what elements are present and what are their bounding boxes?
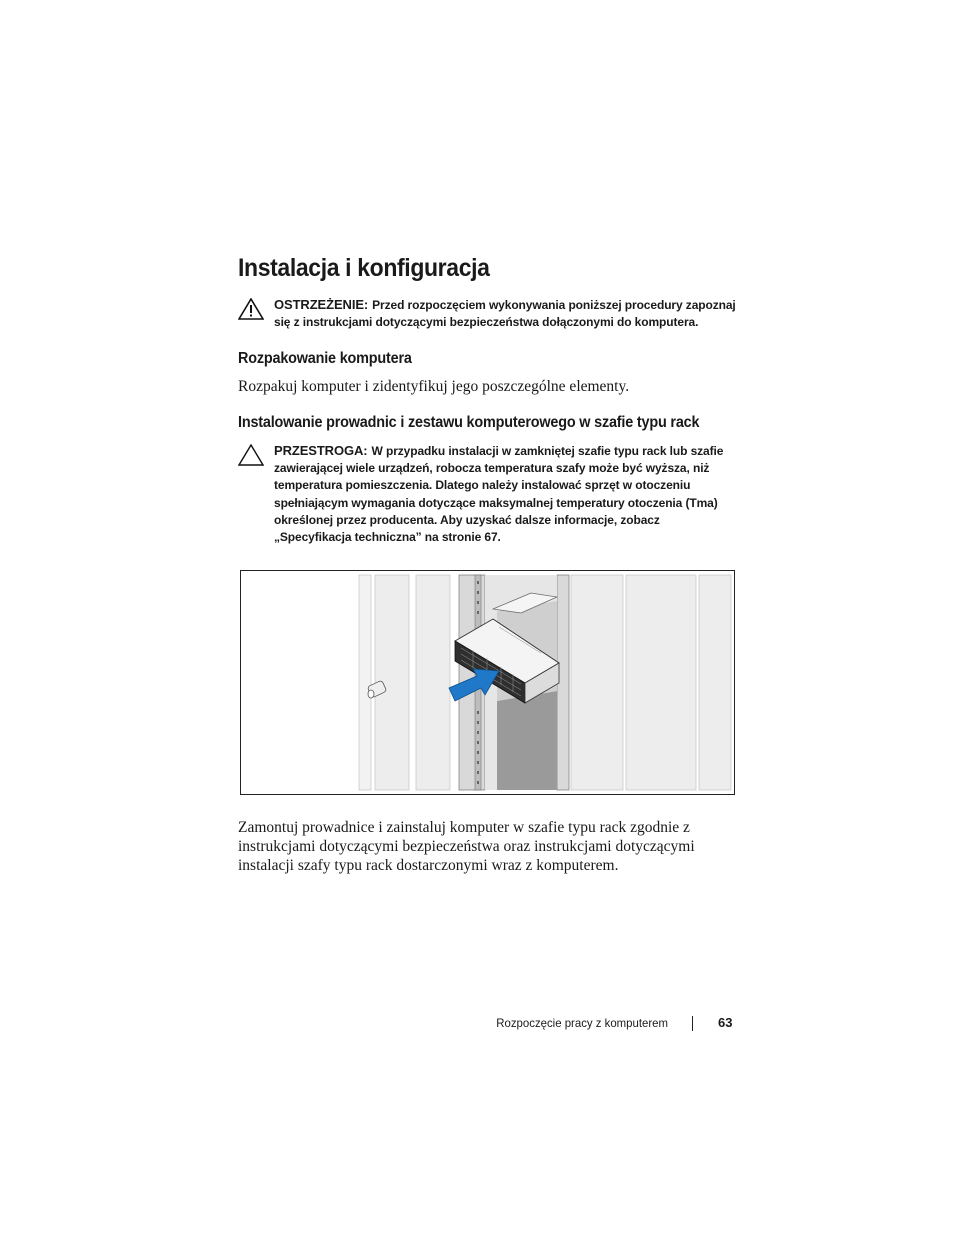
- warning-label: OSTRZEŻENIE:: [274, 297, 369, 312]
- warning-text: Przed rozpoczęciem wykonywania poniższej procedury zapoznaj się z instrukcjami dotyczącymi bezpieczeństwa dołączonymi do komputera.: [274, 298, 736, 330]
- warning-notice: [238, 296, 738, 332]
- caution-notice: [238, 442, 738, 546]
- caution-triangle-icon: [238, 444, 264, 466]
- page-number: 63: [718, 1015, 733, 1030]
- caution-text: W przypadku instalacji w zamkniętej szafie typu rack lub szafie zawierającej wiele urządzeń, robocza temperatura szafy może być wyższa, niż temperatura pomieszczenia. Dlatego należy instalować sprzęt w otoczeniu spełniającym wymagania dotyczące maksymalnej temperatury otoczenia (Tma) określonej przez producenta. Aby uzyskać dalsze informacje, zobacz „Specyfikacja techniczna” na stronie 67.: [274, 444, 724, 545]
- section-heading-rails: Instalowanie prowadnic i zestawu komputerowego w szafie typu rack: [238, 414, 700, 431]
- footer-chapter-title: Rozpoczęcie pracy z komputerem: [496, 1016, 668, 1030]
- rack-installation-figure: [240, 570, 735, 795]
- warning-triangle-icon: [238, 298, 264, 320]
- page-title: Instalacja i konfiguracja: [238, 254, 490, 282]
- section-heading-unpack: Rozpakowanie komputera: [238, 350, 412, 367]
- caution-text-block: [274, 442, 738, 546]
- caution-label: PRZESTROGA:: [274, 443, 368, 458]
- warning-text-block: [274, 296, 738, 331]
- mount-paragraph: Zamontuj prowadnice i zainstaluj komputer w szafie typu rack zgodnie z instrukcjami dotyczącymi bezpieczeństwa oraz instrukcjami dotyczącymi instalacji szafy typu rack dostarczonymi wraz z komputerem.: [238, 819, 695, 875]
- footer-divider: [692, 1016, 693, 1031]
- rack-installation-illustration: [241, 571, 734, 794]
- unpack-paragraph: Rozpakuj komputer i zidentyfikuj jego poszczególne elementy.: [238, 378, 630, 395]
